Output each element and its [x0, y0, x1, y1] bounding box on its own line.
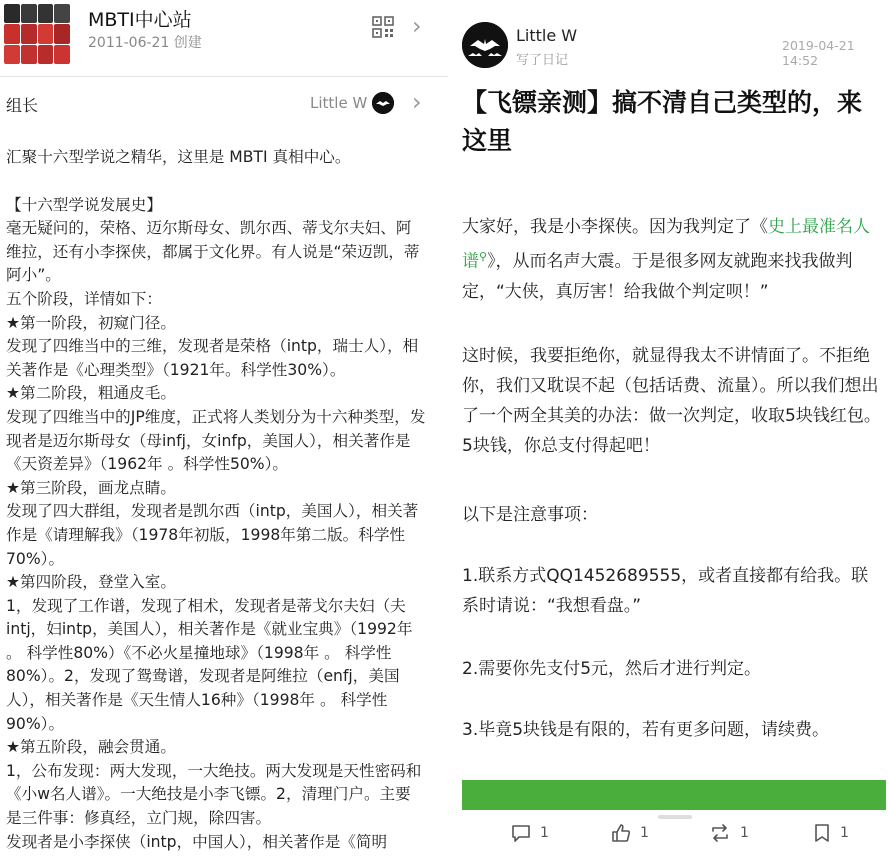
post-panel	[448, 0, 888, 864]
group-description	[6, 146, 426, 854]
action-bar	[448, 820, 888, 852]
post-paragraph-2: 这时候，我要拒绝你，就显得我太不讲情面了。不拒绝你，我们又耽误不起（包括话费、流量）。所以我们想出了一个两全其美的办法：做一次判定，收取5块钱红包。5块钱，你总支付得起吧！	[462, 346, 881, 456]
comment-count: 1	[540, 825, 549, 841]
comment-icon	[510, 822, 532, 844]
leader-avatar	[372, 92, 394, 114]
group-intro: 汇聚十六型学说之精华，这里是 MBTI 真相中心。	[6, 148, 351, 166]
save-count: 1	[840, 825, 849, 841]
like-button[interactable]	[610, 822, 649, 844]
post-paragraph-6: 3.毕竟5块钱是有限的，若有更多问题，请续费。	[462, 720, 830, 740]
post-paragraph-5: 2.需要你先支付5元，然后才进行判定。	[462, 659, 762, 679]
leader-label: 组长	[6, 96, 39, 115]
post-title: 【飞镖亲测】搞不清自己类型的，来这里	[462, 88, 863, 155]
group-history: 【十六型学说发展史】 毫无疑问的，荣格、迈尔斯母女、凯尔西、蒂戈尔夫妇、阿维拉，还有小李探侠，都属于文化界。有人说是“荣迈凯，蒂阿小”。 五个阶段，详情如下： ★第一阶段，初窥门径。 发现了四维当中的三维，发现者是荣格（intp，瑞士人），相关著作是《心理类型》（1921年。科学性30%）。 ★第二阶段，粗通皮毛。 发现了四维当中的JP维度，正式将人类划分为十六种类型，发现者是迈尔斯母女（母infj，女infp，美国人），相关著作是《天资差异》（1962年 。科学性50%）。 ★第三阶段，画龙点睛。 发现了四大群组，发现者是凯尔西（intp，美国人），相关著作是《请理解我》（1978年初版，1998年第二版。科学性70%）。 ★第四阶段，登堂入室。 1，发现了工作谱，发现了相术，发现者是蒂戈尔夫妇（夫intj，妇intp，美国人），相关著作是《就业宝典》（1992年 。 科学性80%）《不必火星撞地球》（1998年 。 科学性80%）。2，发现了鸳鸯谱，发现者是阿维拉（enfj，美国人），相关著作是《天生情人16种》（1998年 。 科学性90%）。 ★第五阶段，融会贯通。 1，公布发现：两大发现，一大绝技。两大发现是天性密码和《小w名人谱》。一大绝技是小李飞镖。2，清理门户。主要是三件事：修真经，立门规，除四害。 发现者是小李探侠（intp，中国人），相关著作是《简明	[6, 195, 426, 851]
chevron-right-icon: ›	[412, 12, 422, 40]
group-avatar	[4, 4, 70, 64]
post-timestamp: 2019-04-21 14:52	[782, 38, 855, 68]
leader-name: Little W	[310, 94, 368, 112]
paragraph-text: 大家好，我是小李探侠。因为我判定了《	[462, 217, 768, 237]
chevron-right-icon: ›	[412, 88, 422, 116]
group-name: MBTI中心站	[88, 9, 192, 31]
comment-button[interactable]	[510, 822, 549, 844]
author-name[interactable]: Little W	[516, 26, 578, 45]
author-avatar[interactable]	[462, 22, 508, 68]
repost-count: 1	[740, 825, 749, 841]
post-paragraph-3: 以下是注意事项：	[462, 505, 598, 525]
search-icon: ⚲	[479, 250, 488, 263]
like-count: 1	[640, 825, 649, 841]
group-header[interactable]	[0, 0, 448, 76]
repost-icon	[708, 822, 732, 844]
save-button[interactable]	[812, 822, 849, 844]
scroll-indicator	[658, 815, 692, 819]
green-banner	[462, 780, 886, 810]
paragraph-text: 》，从而名声大震。于是很多网友就跑来找我做判定，“大侠，真厉害！给我做个判定呗！”	[462, 251, 853, 302]
qr-code-icon[interactable]	[372, 16, 394, 38]
group-leader-row[interactable]	[0, 80, 448, 126]
famous-people-link[interactable]: 史上最准名人谱	[462, 217, 870, 272]
author-action: 写了日记	[516, 53, 569, 68]
post-paragraph-4: 1.联系方式QQ1452689555，或者直接都有给我。联系时请说：“我想看盘。”	[462, 566, 869, 616]
group-created-date: 2011-06-21 创建	[88, 35, 202, 51]
thumbs-up-icon	[610, 822, 632, 844]
repost-button[interactable]	[708, 822, 749, 844]
bookmark-icon	[812, 822, 832, 844]
post-paragraph-1	[462, 212, 882, 307]
divider	[0, 76, 448, 77]
